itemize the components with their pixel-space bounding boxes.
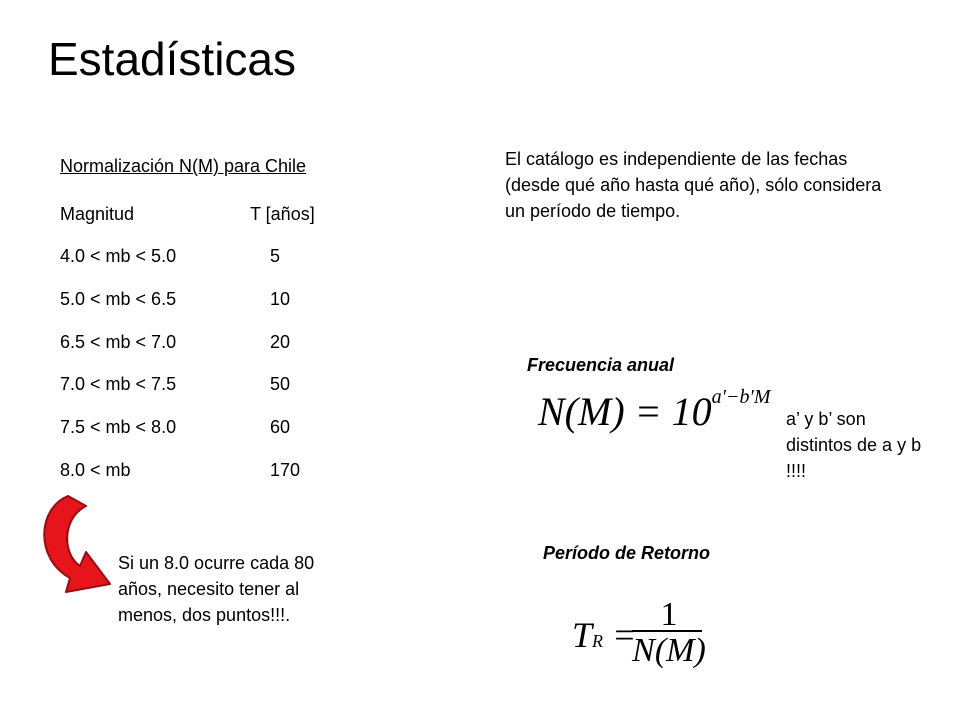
example-note: Si un 8.0 ocurre cada 80 años, necesito tener al menos, dos puntos!!!. [118, 553, 315, 625]
table-heading: Normalización N(M) para Chile [60, 156, 307, 176]
column-header-period: T [años] [250, 204, 315, 224]
annual-frequency-label: Frecuencia anual [527, 355, 675, 375]
magnitude-range: 8.0 < mb [60, 460, 131, 480]
magnitude-range: 4.0 < mb < 5.0 [60, 246, 177, 266]
period-value: 5 [270, 246, 281, 266]
period-value: 170 [270, 460, 301, 480]
return-period-label: Período de Retorno [543, 543, 711, 563]
equals-sign: = [603, 615, 637, 655]
formula-lhs: N(M) = 10 [538, 389, 712, 434]
formula-lhs [572, 614, 636, 656]
formula-exponent: a′−b′M [711, 386, 771, 408]
fraction-numerator: 1 [660, 596, 678, 633]
period-value: 50 [270, 374, 291, 394]
magnitude-range: 5.0 < mb < 6.5 [60, 289, 177, 309]
column-header-magnitude: Magnitud [60, 204, 135, 224]
magnitude-range: 7.0 < mb < 7.5 [60, 374, 177, 394]
return-period-symbol: T [572, 615, 593, 655]
period-value: 60 [270, 417, 291, 437]
period-value: 10 [270, 289, 291, 309]
slide-title: Estadísticas [48, 33, 296, 85]
fraction-denominator: N(M) [632, 632, 706, 669]
curved-arrow-icon [28, 488, 118, 608]
return-period-subscript: R [592, 631, 604, 651]
magnitude-range: 6.5 < mb < 7.0 [60, 332, 177, 352]
catalog-note: El catálogo es independiente de las fechas (desde qué año hasta qué año), sólo considera un período de tiempo. [505, 149, 882, 221]
annual-frequency-formula [538, 388, 771, 435]
magnitude-range: 7.5 < mb < 8.0 [60, 417, 177, 437]
return-period-formula [572, 596, 712, 669]
period-value: 20 [270, 332, 291, 352]
ab-note: a’ y b’ son distintos de a y b !!!! [786, 409, 922, 481]
